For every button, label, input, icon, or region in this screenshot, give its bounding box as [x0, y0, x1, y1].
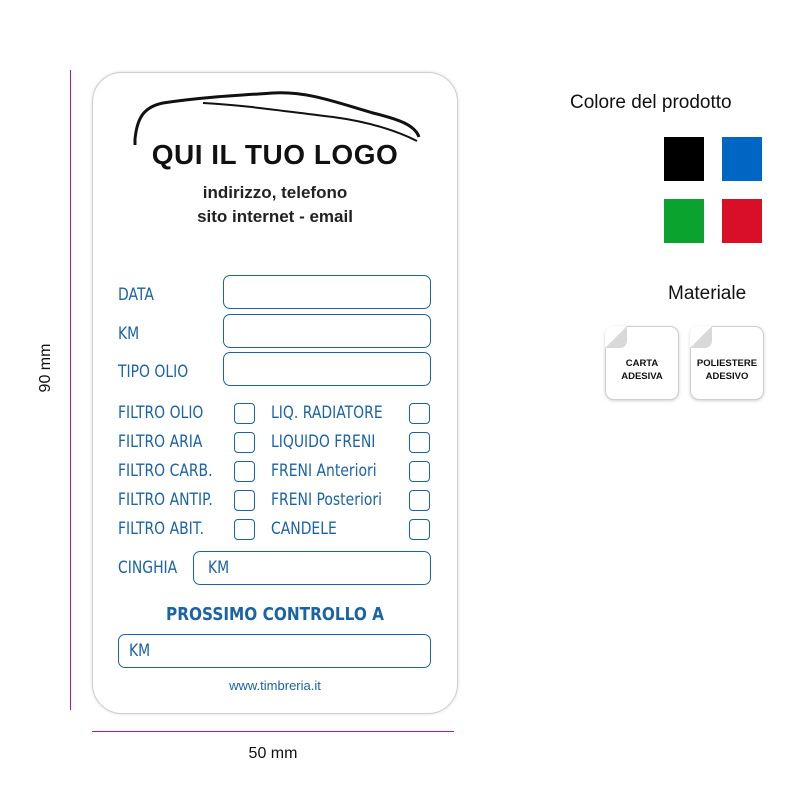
- checkbox: [409, 490, 430, 511]
- checkbox: [409, 519, 430, 540]
- logo-address-line: indirizzo, telefono: [202, 183, 348, 202]
- cinghia-field-unit: KM: [208, 558, 230, 578]
- check-label-left: FILTRO OLIO: [118, 403, 204, 423]
- check-label-right: FRENI Anteriori: [271, 461, 377, 481]
- material-option-label: [606, 357, 678, 383]
- check-label-right: LIQ. RADIATORE: [271, 403, 383, 423]
- color-swatch-green[interactable]: [664, 199, 704, 243]
- color-swatch-red[interactable]: [722, 199, 762, 243]
- height-dimension-label: 90 mm: [37, 343, 54, 393]
- cinghia-field: [193, 551, 431, 585]
- website-footer: www.timbreria.it: [229, 678, 321, 693]
- check-label-left: FILTRO ARIA: [118, 432, 203, 452]
- km-field: [223, 314, 431, 348]
- next-check-title: PROSSIMO CONTROLLO A: [166, 604, 384, 625]
- material-option-poliestere-adesivo[interactable]: [690, 326, 764, 400]
- logo-placeholder-title: QUI IL TUO LOGO: [151, 139, 399, 170]
- check-label-right: LIQUIDO FRENI: [271, 432, 376, 452]
- checkbox: [409, 403, 430, 424]
- data-field: [223, 275, 431, 309]
- logo-web-line: sito internet - email: [197, 207, 353, 226]
- next-check-field-unit: KM: [129, 641, 151, 661]
- checkbox: [234, 519, 255, 540]
- color-swatch-black[interactable]: [664, 137, 704, 181]
- checkbox: [409, 432, 430, 453]
- material-option-line: CARTA: [625, 358, 659, 369]
- label-preview-card: [92, 72, 458, 714]
- next-check-field: [118, 634, 431, 668]
- product-color-title: Colore del prodotto: [570, 92, 732, 113]
- check-label-left: FILTRO ANTIP.: [118, 490, 213, 510]
- cinghia-label: CINGHIA: [118, 558, 178, 578]
- checkbox: [234, 461, 255, 482]
- km-label: KM: [118, 324, 140, 344]
- checkbox: [234, 403, 255, 424]
- check-label-left: FILTRO CARB.: [118, 461, 213, 481]
- material-option-carta-adesiva[interactable]: [605, 326, 679, 400]
- material-title: Materiale: [668, 283, 747, 304]
- checkbox: [409, 461, 430, 482]
- material-option-label: [691, 357, 763, 383]
- check-label-right: FRENI Posteriori: [271, 490, 382, 510]
- color-swatch-blue[interactable]: [722, 137, 762, 181]
- checkbox: [234, 432, 255, 453]
- material-option-line: ADESIVO: [705, 371, 749, 382]
- check-label-left: FILTRO ABIT.: [118, 519, 205, 539]
- tipo-olio-label: TIPO OLIO: [118, 362, 189, 382]
- width-dimension-line: [92, 731, 454, 732]
- car-silhouette-icon: [133, 89, 423, 145]
- material-option-line: ADESIVA: [621, 371, 663, 382]
- height-dimension-line: [70, 70, 71, 710]
- check-label-right: CANDELE: [271, 519, 337, 539]
- folded-corner-icon: [690, 326, 712, 348]
- data-label: DATA: [118, 285, 154, 305]
- folded-corner-icon: [605, 326, 627, 348]
- tipo-olio-field: [223, 352, 431, 386]
- checkbox: [234, 490, 255, 511]
- width-dimension-label: 50 mm: [248, 745, 298, 762]
- material-option-line: POLIESTERE: [696, 358, 758, 369]
